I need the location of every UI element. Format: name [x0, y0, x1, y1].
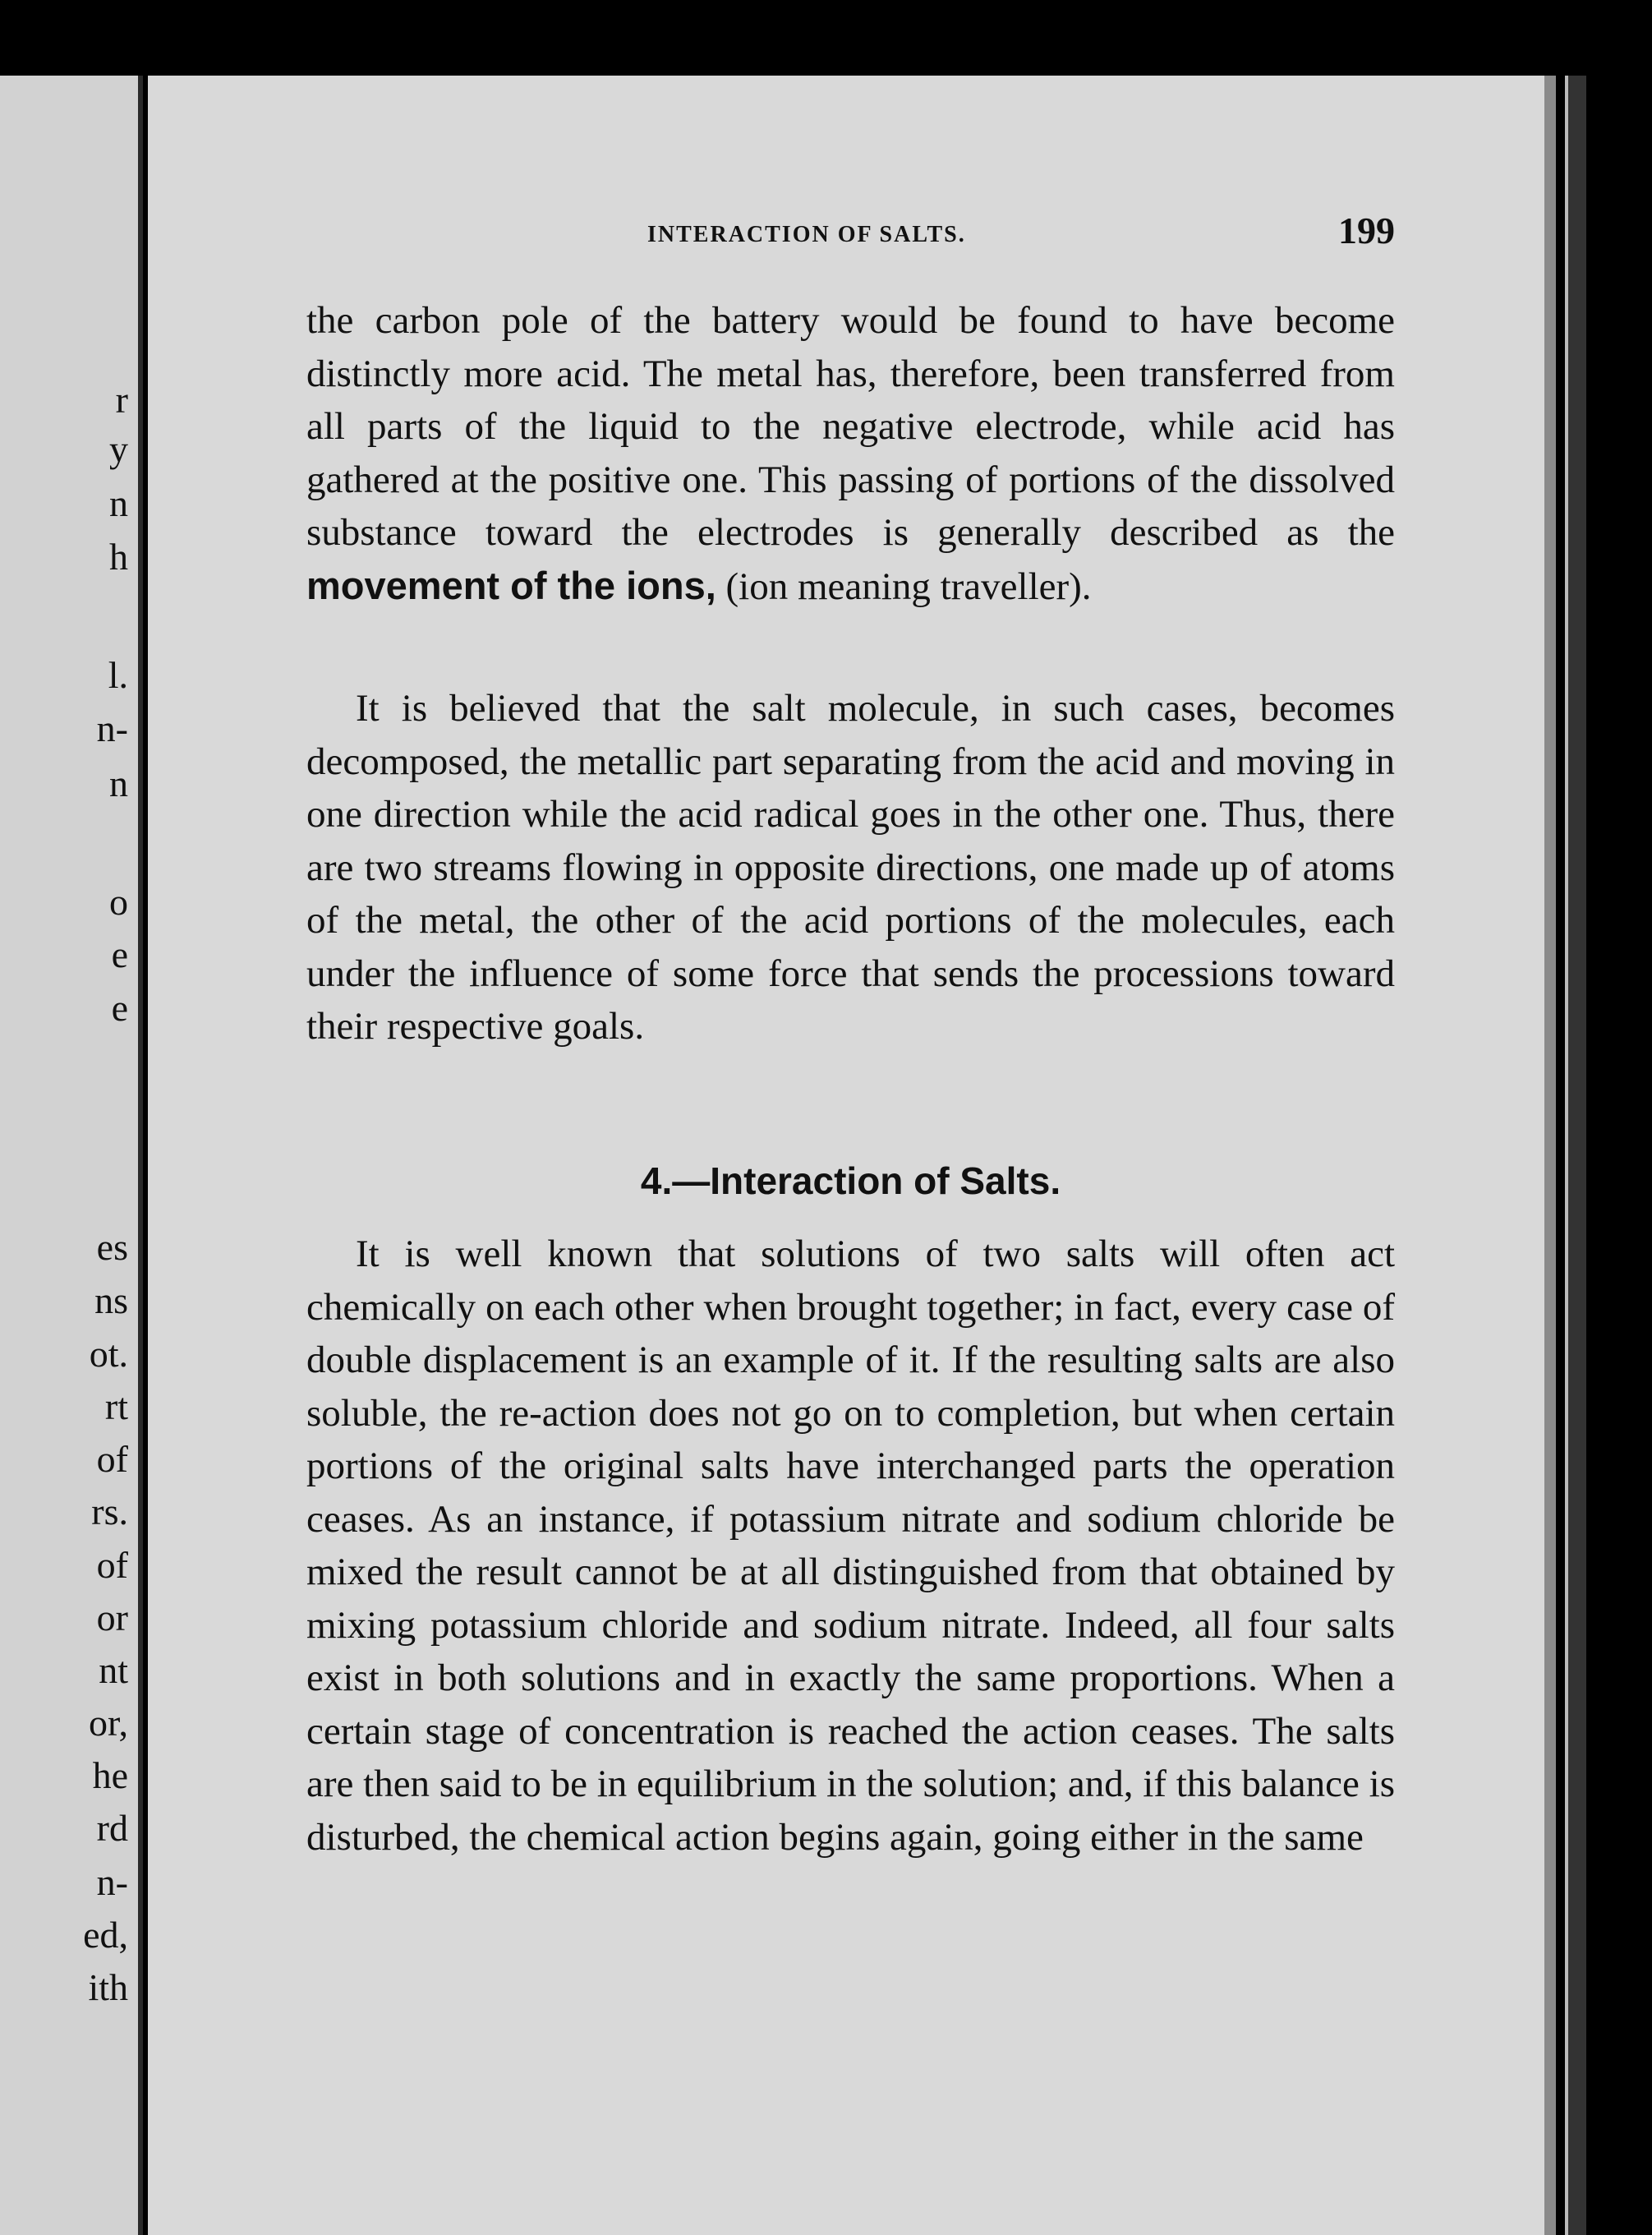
section-heading: 4.—Interaction of Salts.: [640, 1159, 1061, 1202]
left-fragment: rd: [96, 1807, 128, 1849]
left-fragment: ed,: [83, 1914, 128, 1956]
bold-term: movement of the ions,: [306, 563, 716, 607]
left-fragment: rs.: [91, 1491, 128, 1532]
left-fragment: he: [92, 1754, 128, 1796]
left-fragment: n: [109, 763, 128, 804]
left-fragment: l.: [108, 654, 128, 696]
left-fragment: of: [96, 1438, 128, 1480]
left-fragment: o: [109, 881, 128, 923]
left-fragment: of: [96, 1544, 128, 1586]
binding-edge: [1565, 76, 1586, 2235]
page-number: 199: [1338, 210, 1395, 251]
running-title: INTERACTION OF SALTS.: [647, 222, 966, 247]
paragraph-3: [306, 1228, 1395, 1864]
paragraph-text: It is believed that the salt molecule, in such cases, becomes decomposed, the metallic part separating from the acid and moving in one direction while the acid radical goes in the other one. Thus, there are two streams flowing in opposite directions, one made up of atoms of the metal, the other of the acid portions of the molecules, each under the influence of some force that sends the processions toward their respective goals.: [306, 687, 1395, 1048]
left-fragment: r: [115, 379, 128, 421]
left-fragment: e: [111, 933, 128, 975]
left-fragment: n: [109, 482, 128, 524]
left-fragment: rt: [104, 1385, 128, 1427]
left-fragment: or,: [89, 1702, 128, 1744]
left-fragment: h: [109, 536, 128, 578]
left-fragment: or: [96, 1597, 128, 1638]
paragraph-text: the carbon pole of the battery would be found to have become distinctly more acid. The metal has, therefore, been transferred from all parts of the liquid to the negative electrode, while acid has gathered at the positive one. This passing of portions of the dissolved substance toward the electrodes is generally described as the: [306, 299, 1395, 554]
paragraph-text: (ion meaning traveller).: [716, 565, 1092, 608]
paragraph-text: It is well known that solutions of two salts will often act chemically on each other when brought together; in fact, every case of double displacement is an example of it. If the resulting salts are also soluble, the re-action does not go on to completion, but when certain portions of the original salts have interchanged parts the operation ceases. As an instance, if potassium nitrate and sodium chloride be mixed the result cannot be at all distinguished from that obtained by mixing potassium chloride and sodium nitrate. Indeed, all four salts exist in both solutions and in exactly the same proportions. When a certain stage of concentration is reached the action ceases. The salts are then said to be in equilibrium in the solution; and, if this balance is disturbed, the chemical action begins again, going either in the same: [306, 1233, 1395, 1859]
left-fragment: ns: [94, 1279, 128, 1321]
left-fragment: e: [111, 987, 128, 1029]
paragraph-1: [306, 294, 1395, 613]
left-fragment: y: [109, 428, 128, 470]
left-fragment: n-: [96, 707, 128, 749]
left-fragment: n-: [96, 1861, 128, 1903]
left-fragment: ot.: [89, 1333, 128, 1375]
paragraph-2: [306, 682, 1395, 1053]
page-header: [499, 209, 1395, 258]
page-edge: [1544, 76, 1556, 2235]
left-fragment: es: [96, 1226, 128, 1268]
left-fragment: nt: [99, 1649, 128, 1691]
adjacent-page-strip: [0, 76, 143, 2235]
left-fragment: ith: [88, 1966, 128, 2008]
